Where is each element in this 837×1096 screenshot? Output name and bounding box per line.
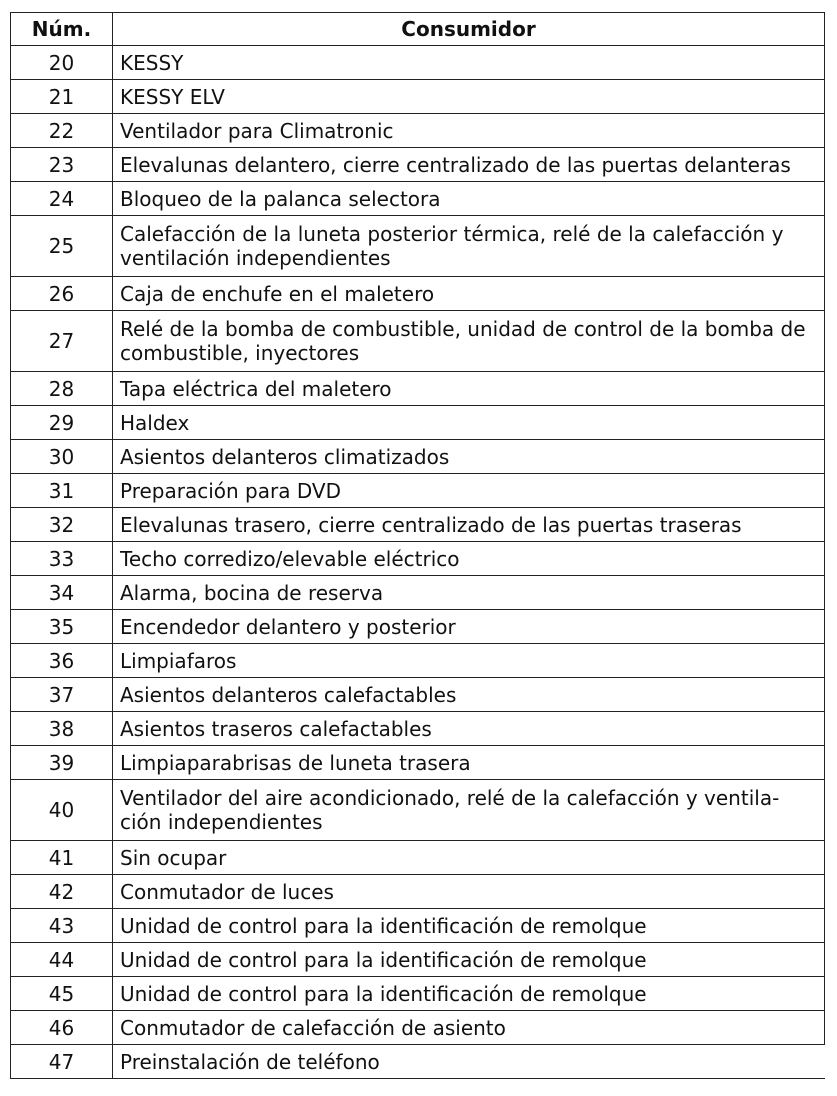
consumer-description: Preparación para DVD (113, 474, 825, 508)
fuse-number: 25 (11, 216, 113, 277)
table-row (11, 576, 825, 610)
fuse-number: 20 (11, 46, 113, 80)
fuse-number: 45 (11, 977, 113, 1011)
table-row (11, 678, 825, 712)
consumer-description: Calefacción de la luneta posterior térmica, relé de la calefacción y ventilación independientes (113, 216, 825, 277)
fuse-number: 33 (11, 542, 113, 576)
fuse-number: 44 (11, 943, 113, 977)
table-row (11, 644, 825, 678)
consumer-description: Elevalunas trasero, cierre centralizado de las puertas traseras (113, 508, 825, 542)
consumer-description: KESSY ELV (113, 80, 825, 114)
consumer-description: Ventilador del aire acondicionado, relé de la calefacción y ventila-ción independientes (113, 780, 825, 841)
fuse-number: 26 (11, 277, 113, 311)
table-row (11, 712, 825, 746)
table-body (11, 46, 825, 1079)
consumer-description: Preinstalación de teléfono (113, 1045, 825, 1079)
fuse-number: 22 (11, 114, 113, 148)
table-row (11, 841, 825, 875)
fuse-number: 23 (11, 148, 113, 182)
fuse-number: 42 (11, 875, 113, 909)
consumer-description: Conmutador de luces (113, 875, 825, 909)
table-header-row (11, 13, 825, 46)
table-row (11, 508, 825, 542)
table-row (11, 440, 825, 474)
table-row (11, 875, 825, 909)
fuse-number: 24 (11, 182, 113, 216)
table-row (11, 80, 825, 114)
column-header-consumer: Consumidor (113, 13, 825, 46)
fuse-number: 47 (11, 1045, 113, 1079)
fuse-number: 43 (11, 909, 113, 943)
consumer-description: Asientos traseros calefactables (113, 712, 825, 746)
table-row (11, 474, 825, 508)
consumer-description: Caja de enchufe en el maletero (113, 277, 825, 311)
table-row (11, 182, 825, 216)
fuse-number: 29 (11, 406, 113, 440)
fuse-number: 46 (11, 1011, 113, 1045)
consumer-description: Elevalunas delantero, cierre centralizado de las puertas delanteras (113, 148, 825, 182)
table-row (11, 977, 825, 1011)
fuse-number: 41 (11, 841, 113, 875)
table-row (11, 1011, 825, 1045)
table-row (11, 46, 825, 80)
table-row (11, 780, 825, 841)
consumer-description: Unidad de control para la identificación de remolque (113, 909, 825, 943)
consumer-description: Sin ocupar (113, 841, 825, 875)
table-row (11, 909, 825, 943)
table-row (11, 311, 825, 372)
consumer-description: Relé de la bomba de combustible, unidad de control de la bomba de combustible, inyectores (113, 311, 825, 372)
fuse-number: 38 (11, 712, 113, 746)
consumer-description: Unidad de control para la identificación de remolque (113, 977, 825, 1011)
fuse-number: 27 (11, 311, 113, 372)
consumer-description: Limpiaparabrisas de luneta trasera (113, 746, 825, 780)
table-row (11, 114, 825, 148)
consumer-description: Asientos delanteros climatizados (113, 440, 825, 474)
table-row (11, 148, 825, 182)
consumer-description: Bloqueo de la palanca selectora (113, 182, 825, 216)
column-header-number: Núm. (11, 13, 113, 46)
fuse-number: 36 (11, 644, 113, 678)
table-row (11, 372, 825, 406)
fuse-consumer-table (10, 12, 825, 1079)
consumer-description: Conmutador de calefacción de asiento (113, 1011, 825, 1045)
consumer-description: Techo corredizo/elevable eléctrico (113, 542, 825, 576)
fuse-number: 40 (11, 780, 113, 841)
consumer-description: Alarma, bocina de reserva (113, 576, 825, 610)
consumer-description: Asientos delanteros calefactables (113, 678, 825, 712)
table-row (11, 406, 825, 440)
table-row (11, 943, 825, 977)
fuse-number: 39 (11, 746, 113, 780)
table-row (11, 216, 825, 277)
consumer-description: Encendedor delantero y posterior (113, 610, 825, 644)
fuse-number: 21 (11, 80, 113, 114)
table-row (11, 277, 825, 311)
fuse-number: 35 (11, 610, 113, 644)
table-row (11, 610, 825, 644)
consumer-description: Tapa eléctrica del maletero (113, 372, 825, 406)
fuse-number: 31 (11, 474, 113, 508)
table-row (11, 542, 825, 576)
fuse-number: 30 (11, 440, 113, 474)
fuse-number: 32 (11, 508, 113, 542)
table-row (11, 746, 825, 780)
table-row (11, 1045, 825, 1079)
consumer-description: Haldex (113, 406, 825, 440)
consumer-description: KESSY (113, 46, 825, 80)
fuse-number: 28 (11, 372, 113, 406)
fuse-number: 34 (11, 576, 113, 610)
consumer-description: Ventilador para Climatronic (113, 114, 825, 148)
consumer-description: Unidad de control para la identificación de remolque (113, 943, 825, 977)
fuse-number: 37 (11, 678, 113, 712)
consumer-description: Limpiafaros (113, 644, 825, 678)
